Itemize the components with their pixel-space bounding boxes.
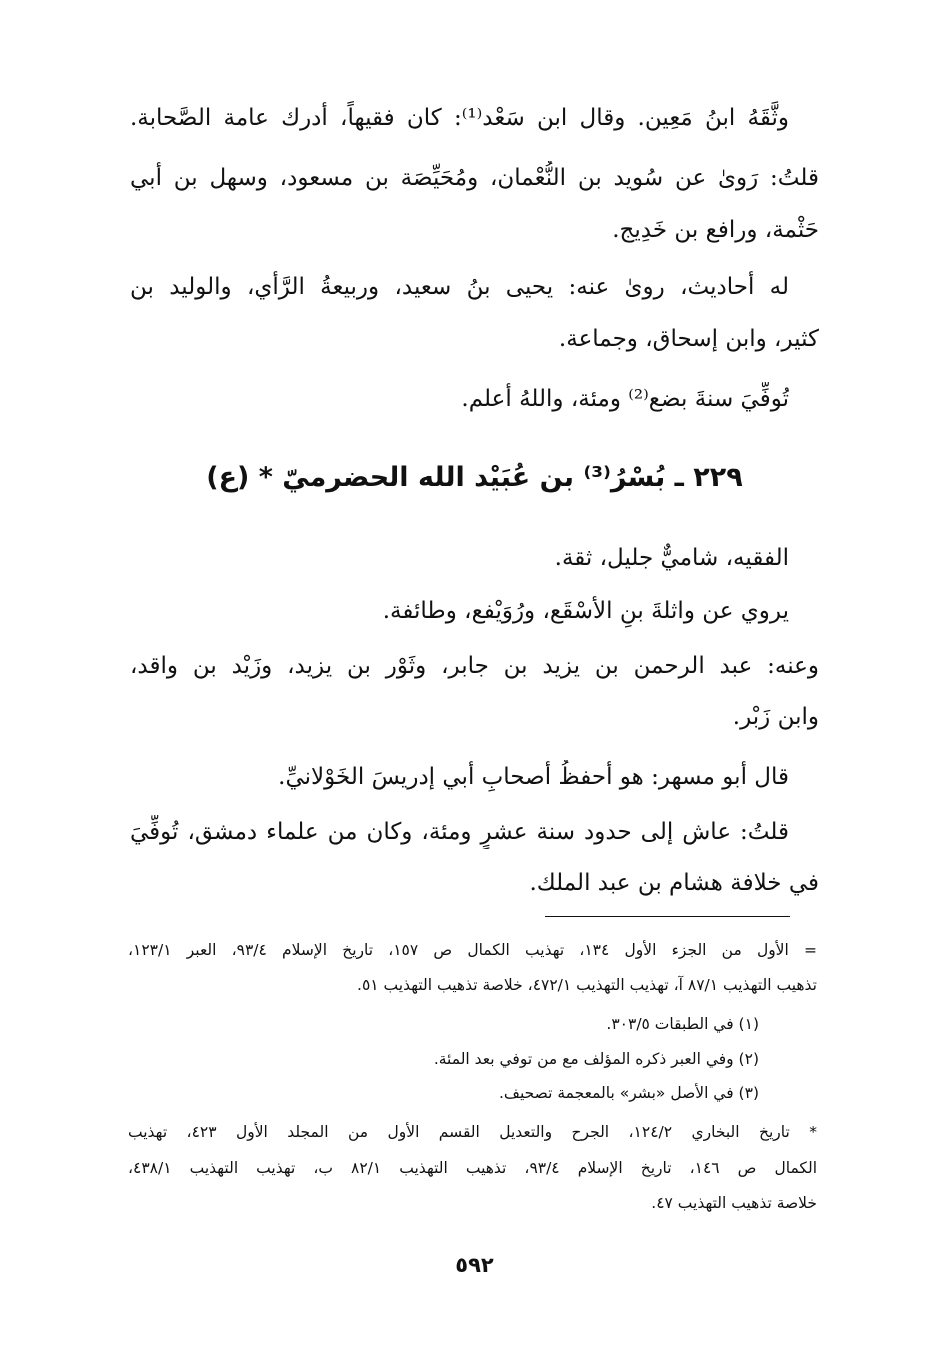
footnote-line: (٣) في الأصل «بشر» بالمعجمة تصحيف. — [499, 1084, 759, 1102]
text-line: قال أبو مسهر: هو أحفظُ أصحابِ أبي إدريسَ الخَوْلانيِّ. — [278, 764, 789, 790]
text-line: الفقيه، شاميٌّ جليل، ثقة. — [554, 545, 789, 571]
text-line: حَثْمة، ورافع بن خَدِيج. — [612, 217, 819, 243]
text-line: تُوفِّيَ سنةَ بضع⁽²⁾ ومئة، واللهُ أعلم. — [461, 386, 789, 412]
footnote-line: الكمال ص ١٤٦، تاريخ الإسلام ٩٣/٤، تذهيب التهذيب ٨٢/١ ب، تهذيب التهذيب ٤٣٨/١، — [128, 1159, 817, 1177]
footnote-line: تذهيب التهذيب ٨٧/١ آ، تهذيب التهذيب ٤٧٢/١، خلاصة تذهيب التهذيب ٥١. — [357, 976, 817, 994]
text-line: كثير، وابن إسحاق، وجماعة. — [558, 326, 819, 352]
text-line: وثَّقَهُ ابنُ مَعِين. وقال ابن سَعْد⁽¹⁾: كان فقيهاً، أدرك عامة الصَّحابة. — [130, 105, 789, 131]
footnote-line: (٢) وفي العبر ذكره المؤلف مع من توفي بعد المئة. — [433, 1050, 759, 1068]
footnote-line: = الأول من الجزء الأول ١٣٤، تهذيب الكمال ص ١٥٧، تاريخ الإسلام ٩٣/٤، العبر ١٢٣/١، — [128, 941, 817, 959]
footnote-separator — [545, 916, 790, 917]
text-line: له أحاديث، روىٰ عنه: يحيى بنُ سعيد، وربيعةُ الرَّأْي، والوليد بن — [130, 274, 789, 300]
footnote-line: * تاريخ البخاري ١٢٤/٢، الجرح والتعديل القسم الأول من المجلد الأول ٤٢٣، تهذيب — [128, 1123, 817, 1141]
footnote-line: خلاصة تذهيب التهذيب ٤٧. — [651, 1194, 817, 1212]
text-line: في خلافة هشام بن عبد الملك. — [529, 870, 819, 896]
text-line: قلتُ: عاش إلى حدود سنة عشرٍ ومئة، وكان من علماء دمشق، تُوفِّيَ — [130, 819, 789, 845]
text-line: يروي عن واثلةَ بنِ الأسْقَع، ورُوَيْفع، وطائفة. — [382, 598, 789, 624]
text-line: قلتُ: رَوىٰ عن سُويد بن النُّعْمان، ومُحَيِّصَة بن مسعود، وسهل بن أبي — [130, 165, 819, 191]
footnote-line: (١) في الطبقات ٣٠٣/٥. — [606, 1015, 759, 1033]
page-number: ٥٩٢ — [455, 1253, 494, 1277]
text-line: وعنه: عبد الرحمن بن يزيد بن جابر، وثَوْر بن يزيد، وزَيْد بن واقد، — [130, 653, 819, 679]
entry-heading: ٢٢٩ ـ بُسْرُ⁽³⁾ بن عُبَيْد الله الحضرميّ * (ع) — [206, 462, 743, 493]
text-line: وابن زَبْر. — [732, 704, 819, 730]
